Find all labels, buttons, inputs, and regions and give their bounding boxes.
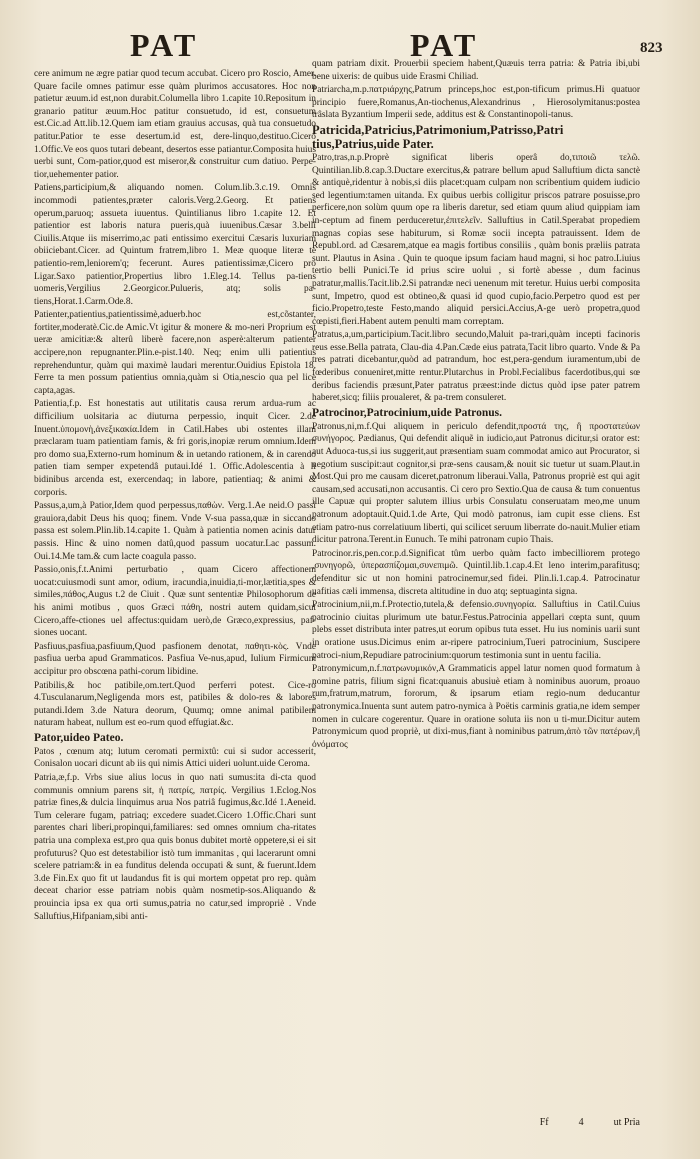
cross-reference-heading: Patrocinor,Patrocinium,uide Patronus. [312,406,502,419]
dictionary-entry: Patronymicum,n.f.πατρωνυμικόν,A Grammaticis appel latur nomen quod formatum à nomine patris, filium signi ficat:quanuis abusiuè etiam à nominibus auorum, proauo rum,fratrum,matrum, fororum, & ipsarum etiam regio-num deducantur patronymica.Inuenta sunt autem patro-nymica à Poëtis carminis gratia,ne idem semper nomen in culcare cogerentur. Quare in oratione soluta iis non u ti-mur.Dicitur autem Patronymicum quod propriè, ut dixi-mus,fiant à nominibus patrum,ἀπὸ τῶν πατέρων,ἢ ὀνόματος [312,664,640,750]
cross-reference-heading: Pator,uideo Pateo. [34,731,124,744]
dictionary-entry: cere animum ne ægre patiar quod tecum accubat. Cicero pro Roscio, Amer. Quare facile omnes patimur esse quàm plurimos accusatores. Hoc non patietur æuum.id est,non durabit.Columella libro 1.capite 10.Repositum in granario patitur æuum.Hoc patitur consuetudo, id est, consuetum est.Cic.ad Att.lib.12.Quem iam etiam grauius accusas, quà tua consuetudo patitur.Patior te esse desertum.id est, dere-linquo,destituo.Cicero 1.Offic.Ve eos quos tutari debeant, desertos esse patiantur.Composita huius uerbi sunt, Com-patior,quod est miseror,& construitur cum datiuo. Perpe-tior,uehementer patior. [34,69,316,180]
running-head-right: PAT [410,27,479,63]
running-head-left: PAT [130,27,199,63]
page-number: 823 [640,40,663,56]
dictionary-entry: Patro,tras,n.p.Proprè significat liberis operâ do,τιποιῶ τελῶ. Quintilian.lib.8.cap.3.Ductare exercitus,& patrare bellum apud Salluftium dicta sanctè & antiquè,ridentur à nobis,si diis placet:quam culpam non scribentium quidem iudicio sed legentium:tamen uitanda. Ex quibus uerbis colligitur priscos patrare posuisse,pro perficere,non solùm quum ope ra liberis daretur, sed etiam quum aliud quippiam iam in-ceptum ad finem perduceretur,ἐπιτελεῖν. Salluftius in Catil.Sperabat propediem magnas copias sese habiturum, si Romæ socii incepta patrauissent. Idem de Republ.ord. ad Cæsarem,atque ea magis fortibus consiliis , quàm bonis præliis patrata sunt. Plautus in Asina . Quin te quoque ipsum faciam haud magni, si hoc patro.Liuius tertio belli Punici.Te id prius scire uolui , si fortè abesse , dum facinus patratur,mallis.Tacit.lib.2.Si patrandæ neci uenenum mit teretur. Huius uerbi composita sunt, Impetro, quod est obtineo,& quasi id quod cupio,facio.Perpetro quod est per ficio.Propetro,teste Festo,mando aliquid persici.Accius,A-ge uerò propetra,quod cœpisti,fieri.Habent autem penulti mam correptam. [312,152,640,327]
dictionary-entry: Passio,onis,f.t.Animi perturbatio , quam Cicero affectionem uocat:cuiusmodi sunt amor, odium, iracundia,inuidia,ti-mor,lætitia,spes & similes,πάθος,Augus t.2 de Ciuit . Quæ sunt sententiæ Philosophorum de his animi motibus , quos Græci πάθη, nostri autem quidam,sicut Cicero,affe-ctiones uel affectus:quidam uerò,de Græco,expressius, paf-siones uocant. [34,565,316,639]
dictionary-entry: Patibilis,& hoc patibile,om.tert.Quod perferri potest. Cice-ro 4.Tusculanarum,Negligenda mors est, patibiles & dolo-res & labores putandi.Idem 3.de Natura deorum, Quumq; omne animal patibilem naturam habeat, nullum est eo-rum quod effugiat.&c. [34,680,316,729]
cross-reference-heading: Patricida,Patricius,Patrimonium,Patrisso,Patri tius,Patrius,uide Pater. [312,122,564,151]
left-column [34,68,316,923]
dictionary-entry: Patos , cœnum atq; lutum ceromati permixtû: cui si sudor accesserit, Conisalon uocari dicunt ab iis qui nimis Attici uideri uolunt.uide Ceroma. [34,746,316,770]
dictionary-entry: Patienter,patientius,patientissimè,aduerb.hoc est,cõstanter, fortiter,moderatè.Cic.de Amic.Vt igitur & monere & mo-neri Proprium est ueræ amicitiæ:& alterû liberè facere,non asperè:alterum patienter accipere,non repugnanter.Plin.e-pist.140. Neq; enim ulli patientius reprehenduntur, quàm qui maximè laudari merentur.Ouidius Epistola 18. Ferre ta men possum patientius omnia,quàm si Otia,nescio qua pel lice capta,agas. [34,310,316,396]
catchword: ut Pria [613,1117,640,1128]
page-footer [312,1117,640,1128]
signature-number: 4 [578,1117,584,1128]
dictionary-entry: Patronus,ni,m.f.Qui aliquem in periculo defendit,προστά της, ἢ προστατεύων συνήγορος. Pædianus, Qui defendit aliquẽ in iudicio,aut Patronus dicitur,si orator est: aut Aduoca-tus,si ius suggerit,aut præsentiam suam commodat amico aut Procurator, si negotium suscipit:aut cognitor,si præ-sens causam,& nouit sic tuetur ut suam.Plaut.in Most.Qui pro me causam diceret,patronum liberaui.Valla, Patronus propriè est qui agit causam,sed accusati,non accusantis. Ci cero pro Sextio.Qua de causa & tum conuentus ille Capuæ qui propter salutem illius urbis Consulatu conseruatam meo,me unum patronum adoptauit.Quid.1.de Arte, Qui modò patronus, iam cupit esse cliens. Est etiam patro-nus correlatiuum liberti, qui scilicet seruum liberrate do-nauit.Mulier etiam dicitur patrona.Terent.in Eunuch. Te mihi patronam cupio Thais. [312,421,640,546]
dictionary-entry: Pasfiuus,pasfiua,pasfiuum,Quod pasfionem denotat, παθητι-κὸς. Vnde pasfiua uerba apud Grammaticos. Pasfiua Ve-nus,apud, Iulium Firmicum accipitur pro obscœna pathi-corum libidine. [34,641,316,677]
dictionary-entry: Patratus,a,um,participium.Tacit.libro secundo,Maluit pa-trari,quàm incepti facinoris reus esse.Bella patrata, Clau-dia 4.Pan.Cæde eius patrata,Tacit libro quarto. Vnde & Pa tres patrati dicebantur,quòd ad patrandum, hoc est,pera-gendum iuramentum,ubi de fœderibus conueniret,mitte rentur.Plutarchus in Probl.Fecialibus facerdotibus,qui sœ deribus faciendis præsunt,Pater patratus præest:inde dictus quòd ipse pater patrem haberet,sicq; filiis proualeret, & pa-trem consuleret. [312,330,640,404]
dictionary-entry: Passus,a,um,à Patior,Idem quod perpessus,παθὼν. Verg.1.Ae neid.O passi grauiora,dabit Deus his quoq; finem. Vnde V-sua passa,quæ in siccando passa est solem.Plin.lib.14.capite 1. Quàm à patientia nomen acinis datur passis. Hinc & uino nomen datû,quod passum uocatur.Lac passum. Oui.14.Me tam.& cum lacte coagula passo. [34,501,316,562]
dictionary-entry: Patriarcha,m.p.πατριάρχης,Patrum princeps,hoc est,pon-tificum primus.Hi quatuor principio fuere,Romanus,An-tiochenus,Alexandrinus , Hierosolymitanus:postea trâslata Byzantium Imperii sede, additus est & Constantinopoli-tanus. [312,85,640,121]
dictionary-entry: Patrocinor.ris,pen.cor.p.d.Significat tûm uerbo quàm facto imbecilliorem protego ,συνηγορῶ, ὑπερασπίζομαι,συνεπιμῶ. Quintil.lib.1.cap.4.Et leno interim,parafitusq; defenditur sic ut non homini patrocinemur,sed fidei. Plin.li.1.cap.4. Patrocinatur uafitias cæli immensa, discreta altitudine in duo atq; septuaginta signa. [312,548,640,597]
dictionary-entry: Patiens,participium,& aliquando nomen. Colum.lib.3.c.19. Omnis incommodi patientes,præter caloris.Verg.2.Georg. Et patiens operum,paruoq; assueta iuuentus. Quintilianus libro 1.capite 12. Et patientior est laboris natura pueris,quà iuuenibus.Cæsar 3.belli Ciuilis.Atque iis miserrimo,ac pati entissimo exercitui Cæsaris luxuriam obiiciebant.Cicer. ad Quintum fratrem,libro 1. Meæ quoque literæ te patientio-rem,leniorem'q; fecerunt. Aures patientissimæ,Cicero pro Ligar.Saxo patientior,Propertius libro 1.Eleg.14. Tellus pa-tiens uomeris,Vergilius 2.Georgicor.Pulueris, atq; solis pa-tiens,Horat.1.Carm.Ode.8. [34,183,316,307]
signature-mark: Ff [539,1117,549,1128]
dictionary-entry: Patrocinium,nii,m.f.Protectio,tutela,& defensio.συνηγορία. Salluftius in Catil.Cuius patrocinio ciuitas plurimum ute batur.Festus.Patrocinia appellari cœpta sunt, quum plebs esset distributa inter patres,ut eorum opibus tuta esset. Hu ius nominis uarii sunt in oratione usus.Dicimus enim ar-ripere patrocinium,Tueri patrocinium, Suscipere patroci-nium,Repudiare patrocinium:quorum testimonia sunt in uentu facilia. [312,600,640,661]
dictionary-entry: quam patriam dixit. Prouerbii speciem habent,Quæuis terra patria: & Patria ibi,ubi bene uixeris: de quibus uide Erasmi Chiliad. [312,59,640,82]
dictionary-entry: Patria,æ,f.p. Vrbs siue alius locus in quo nati sumus:ita di-cta quod communis omnium parens sit, ἡ πατρίς, πατρίς. Vergilius 1.Eclog.Nos patriæ fines,& dulcia linquimus arua Nos patriâ fugimus,&c.Idé 1.Aeneid. Tum celerare fugam, patriaq; excedere suadet.Cicero 1.Offic.Chari sunt parentes chari liberi,propinqui,familiares: sed omnes omnium cha-ritates patria una complexa est,pro qua quis bonus dubitet mortè oppetere,si ei sit profuturus? Quo est detestabilior istò tum immanitas , qui lacerarunt omni scelere patriam:& in ea funditus delenda occupati & sunt, & fuerunt.Idem 3.de Fin.Ex quo fit ut laudandus fit is qui mortem oppetat pro rep. quàm deceat charior esse patriam nobis quàm nosmetip-sos.Aliquando & prouincia ipsa ex qua orti sumus,patria no catur,sed impropriè . Vnde Salluftius,Hifpaniam,sibi anti- [34,773,316,922]
right-column [312,58,640,751]
dictionary-entry: Patientia,f.p. Est honestatis aut utilitatis causa rerum ardua-rum ac difficilium uolsitaria ac diuturna perpessio, inquit Cicer. 2.de Inuent.ὑπομονὴ,ἀνεξικακία.Idem in Catil.Habes ubi ostentes illam præclaram tuam patientiam famis, & fri goris,inopiæ rerum omnium.Idem pro domo sua,Externo-rum hominum & in uetando rationem, & in carendo patien tiam semper expetendâ putaui.Idé 1. Offic.Adolescentia à li bidinibus arcenda est, exercendaq; in labore, patientiaq; & animi & corporis. [34,399,316,498]
